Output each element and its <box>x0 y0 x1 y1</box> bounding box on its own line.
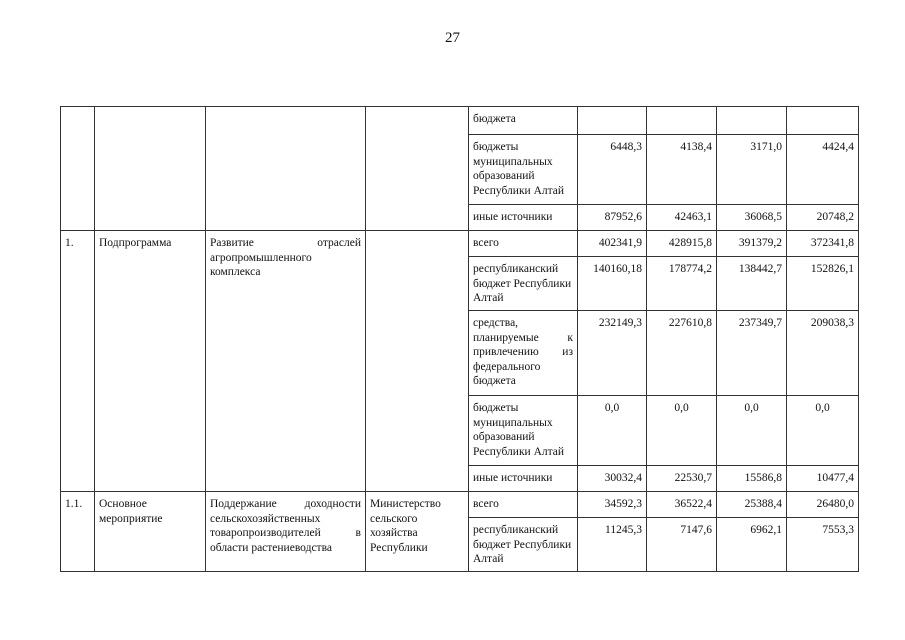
value-cell <box>787 107 859 135</box>
table-row <box>61 231 859 257</box>
funding-source-cell: всего <box>469 231 578 257</box>
value-cell: 391379,2 <box>717 231 787 257</box>
value-cell: 372341,8 <box>787 231 859 257</box>
value-cell: 15586,8 <box>717 466 787 492</box>
table-row <box>61 107 859 135</box>
funding-source-cell: республиканский бюджет Республики Алтай <box>469 257 578 311</box>
funding-source-cell: бюджеты муниципальных образований Республики Алтай <box>469 396 578 466</box>
executor-cell: Министерство сельского хозяйства Республики <box>366 492 469 572</box>
value-cell: 87952,6 <box>578 205 647 231</box>
program-name-cell: Основное мероприятие <box>95 492 206 572</box>
value-cell: 140160,18 <box>578 257 647 311</box>
value-cell: 3171,0 <box>717 135 787 205</box>
value-cell: 0,0 <box>717 396 787 466</box>
page-number: 27 <box>445 30 460 46</box>
table-row <box>61 492 859 518</box>
budget-table <box>60 106 859 572</box>
value-cell: 11245,3 <box>578 518 647 572</box>
value-cell <box>717 107 787 135</box>
value-cell: 22530,7 <box>647 466 717 492</box>
value-cell: 227610,8 <box>647 311 717 396</box>
value-cell: 36522,4 <box>647 492 717 518</box>
value-cell: 209038,3 <box>787 311 859 396</box>
executor-cell <box>366 231 469 492</box>
row-number-cell: 1. <box>61 231 95 492</box>
funding-source-cell: иные источники <box>469 205 578 231</box>
value-cell: 10477,4 <box>787 466 859 492</box>
value-cell: 6962,1 <box>717 518 787 572</box>
value-cell: 4138,4 <box>647 135 717 205</box>
funding-source-cell: иные источники <box>469 466 578 492</box>
executor-cell <box>366 107 469 231</box>
funding-source-cell: всего <box>469 492 578 518</box>
value-cell: 36068,5 <box>717 205 787 231</box>
program-name-cell: Подпрограмма <box>95 231 206 492</box>
program-name-cell <box>95 107 206 231</box>
value-cell: 42463,1 <box>647 205 717 231</box>
row-number-cell: 1.1. <box>61 492 95 572</box>
value-cell: 152826,1 <box>787 257 859 311</box>
value-cell <box>647 107 717 135</box>
value-cell: 237349,7 <box>717 311 787 396</box>
value-cell: 402341,9 <box>578 231 647 257</box>
funding-source-cell: бюджеты муниципальных образований Республики Алтай <box>469 135 578 205</box>
program-goal-cell: Развитие отраслей агропромышленного комплекса <box>206 231 366 492</box>
funding-source-cell: республиканский бюджет Республики Алтай <box>469 518 578 572</box>
value-cell: 0,0 <box>787 396 859 466</box>
program-goal-cell: Поддержание доходности сельскохозяйственных товаропроизводителей в области растениеводства <box>206 492 366 572</box>
value-cell: 232149,3 <box>578 311 647 396</box>
value-cell: 0,0 <box>578 396 647 466</box>
value-cell: 26480,0 <box>787 492 859 518</box>
row-number-cell <box>61 107 95 231</box>
value-cell: 138442,7 <box>717 257 787 311</box>
funding-source-cell: бюджета <box>469 107 578 135</box>
value-cell: 4424,4 <box>787 135 859 205</box>
value-cell: 0,0 <box>647 396 717 466</box>
value-cell: 6448,3 <box>578 135 647 205</box>
program-goal-cell <box>206 107 366 231</box>
value-cell: 34592,3 <box>578 492 647 518</box>
value-cell: 7147,6 <box>647 518 717 572</box>
value-cell: 178774,2 <box>647 257 717 311</box>
value-cell: 428915,8 <box>647 231 717 257</box>
funding-source-cell: средства, планируемые к привлечению из федерального бюджета <box>469 311 578 396</box>
value-cell: 25388,4 <box>717 492 787 518</box>
value-cell: 7553,3 <box>787 518 859 572</box>
value-cell: 30032,4 <box>578 466 647 492</box>
value-cell: 20748,2 <box>787 205 859 231</box>
value-cell <box>578 107 647 135</box>
